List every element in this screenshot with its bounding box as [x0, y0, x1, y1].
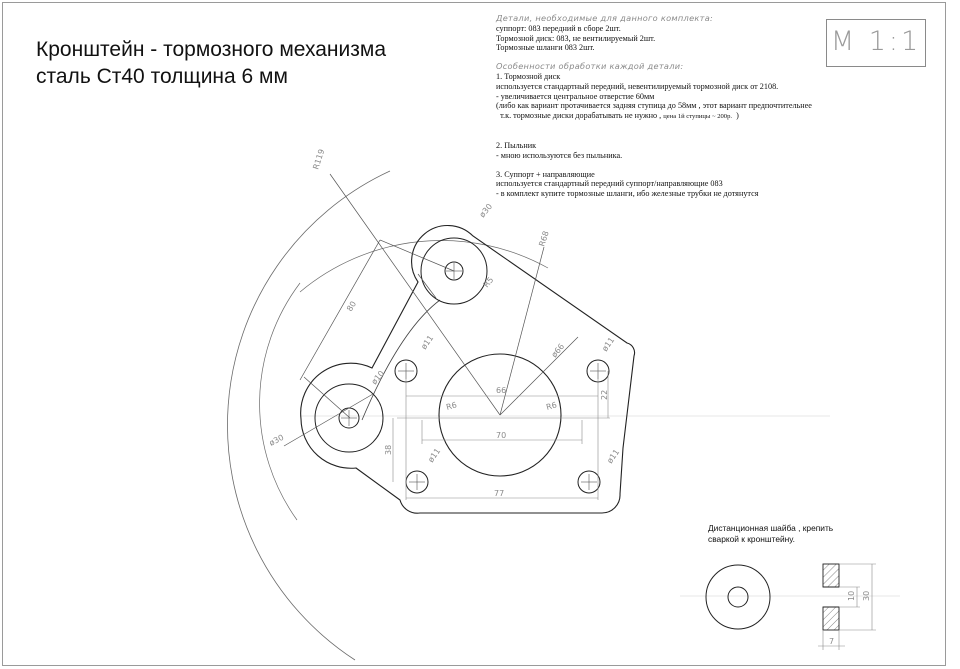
dim-d11-d: ø11	[605, 447, 622, 466]
washer-note-line-1: Дистанционная шайба , крепить	[708, 523, 834, 533]
dim-d11-a: ø11	[419, 333, 436, 352]
item1-line-2: - увеличивается центральное отверстие 60мм	[496, 91, 655, 101]
washer-section-top	[823, 564, 839, 587]
dim-d10-left: ø10	[369, 368, 387, 387]
washer-dim-10: 10	[847, 590, 856, 601]
item3-line-2: - в комплект купите тормозные шланги, ибо железные трубки не дотянутся	[496, 189, 759, 199]
dim-d30-top: ø30	[477, 201, 495, 220]
item1-last-end: )	[736, 111, 739, 121]
washer-dim-30: 30	[862, 590, 871, 601]
washer-section-bottom	[823, 607, 839, 630]
washer-inner	[728, 587, 748, 607]
dim-r6-right: R6	[545, 400, 558, 412]
dim-d11-b: ø11	[600, 335, 617, 354]
dim-22: 22	[600, 389, 609, 400]
dim-80: 80	[345, 299, 359, 314]
dim-d11-c: ø11	[426, 446, 443, 465]
dim-70: 70	[496, 431, 507, 440]
parts-line-1: суппорт: 083 передний в сборе 2шт.	[496, 23, 621, 33]
item2-line: - мною используются без пыльника.	[496, 150, 623, 160]
arc-r119	[227, 171, 390, 660]
dim-r6-left: R6	[445, 400, 458, 412]
washer-note-line-2: сваркой к кронштейну.	[708, 534, 795, 544]
features-header: Особенности обработки каждой детали:	[496, 61, 684, 72]
item2-title: 2. Пыльник	[496, 140, 537, 150]
dim-d66: ø66	[549, 341, 567, 360]
title-line-1: Кронштейн - тормозного механизма	[36, 38, 386, 61]
dim-77: 77	[494, 489, 505, 498]
item1-last: т.к. тормозные диски дорабатывать не нужно ,	[500, 111, 662, 121]
leader-lines	[284, 174, 578, 446]
washer-dim-7: 7	[829, 637, 835, 646]
dim-r68: R68	[537, 229, 551, 248]
washer-outer	[706, 565, 770, 629]
dim-d30-left: ø30	[267, 432, 286, 448]
item1-line-1: используется стандартный передний, невентилируемый тормозной диск от 2108.	[496, 81, 779, 91]
dim-r5-top: R5	[481, 275, 496, 290]
dim-38: 38	[384, 444, 393, 455]
item3-title: 3. Суппорт + направляющие	[496, 169, 595, 179]
dim-r119: R119	[311, 148, 327, 171]
item1-last-small: цена 1й ступицы ~ 200р.	[663, 113, 733, 121]
scale-label: М 1:1	[826, 19, 926, 67]
title-line-2: сталь Ст40 толщина 6 мм	[36, 65, 288, 88]
parts-line-3: Тормозные шланги 083 2шт.	[496, 43, 595, 53]
inner-contour	[362, 300, 440, 420]
item1-title: 1. Тормозной диск	[496, 71, 561, 81]
parts-line-2: Тормозной диск: 083, не вентилируемый 2шт.	[496, 33, 656, 43]
arc-r68	[260, 283, 300, 520]
dim-66: 66	[496, 386, 507, 395]
item3-line-1: используется стандартный передний суппорт/направляющие 083	[496, 179, 723, 189]
parts-header: Детали, необходимые для данного комплекта:	[496, 13, 714, 23]
item1-line-3: (либо как вариант протачивается задняя ступица до 58мм , этот вариант предпочтительнее	[496, 101, 812, 111]
